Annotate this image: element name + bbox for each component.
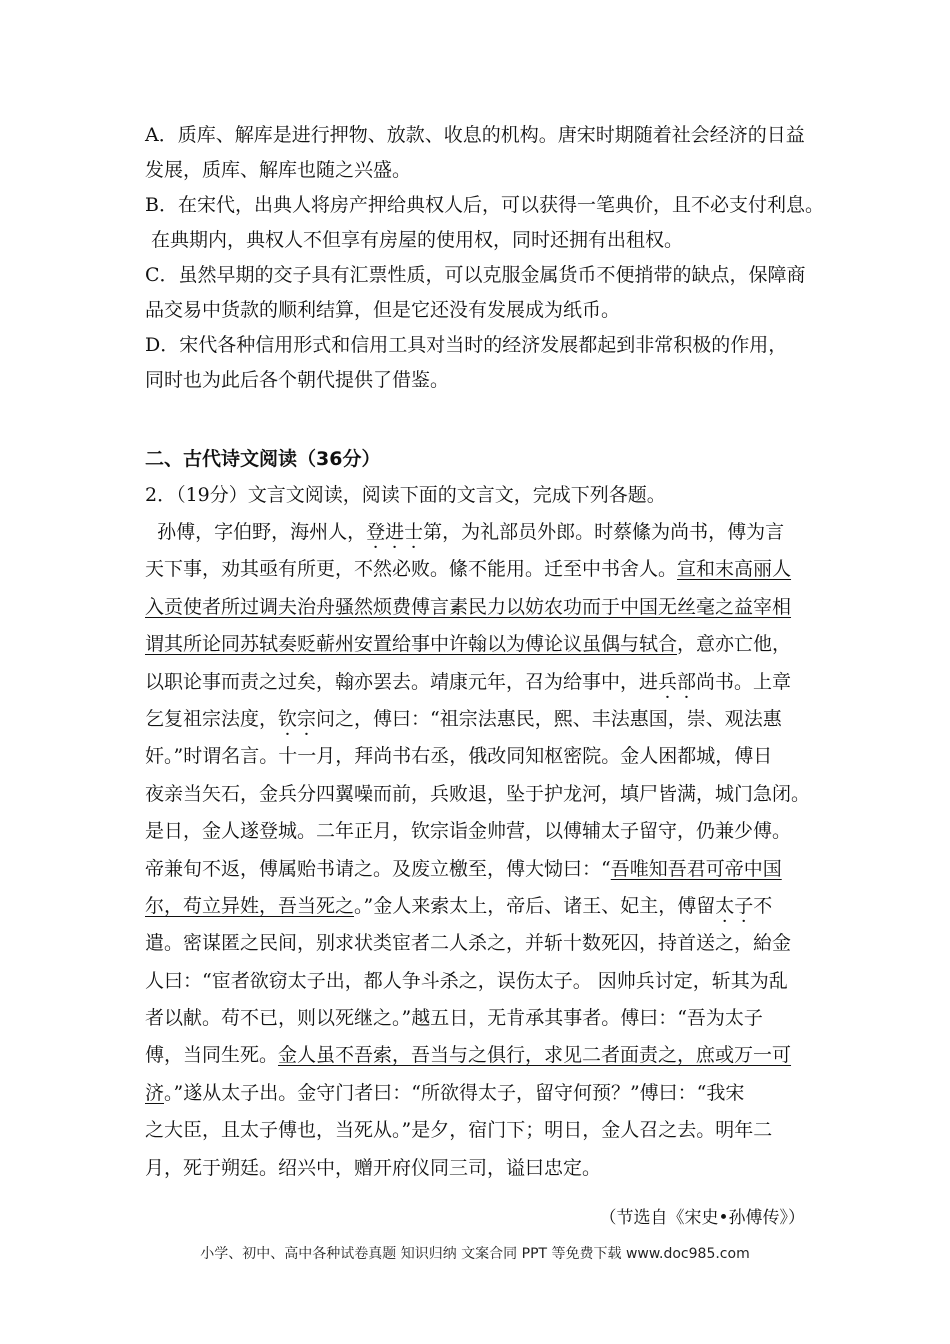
source-citation: （节选自《宋史•孙傅传》） xyxy=(599,1208,805,1228)
emphasis-char: 太 xyxy=(715,894,735,917)
passage-line: 人曰：“宦者欲窃太子出，都人争斗杀之，误伤太子。 因帅兵讨定，斩其为乱 xyxy=(145,969,788,992)
text: 孙傅，字伯野，海州人， xyxy=(157,521,367,543)
underlined-sentence: 宣和末高丽人 xyxy=(677,558,792,581)
question-stem: 2．（19分）文言文阅读，阅读下面的文言文，完成下列各题。 xyxy=(145,484,666,506)
underlined-sentence: 入贡使者所过调夫治舟骚然烦费傅言素民力以妨农功而于中国无丝毫之益宰相 xyxy=(145,595,792,618)
text: 尚书。上章 xyxy=(696,670,792,693)
underlined-sentence: 济 xyxy=(145,1081,165,1104)
emphasis-char: 子 xyxy=(734,894,754,917)
text: 乞复祖宗法度， xyxy=(145,707,279,730)
passage-line xyxy=(145,1075,810,1112)
emphasis-char: 进 xyxy=(385,521,405,543)
passage-line xyxy=(145,1037,810,1074)
option-b-line1: B．在宋代，出典人将房产押给典权人后，可以获得一笔典价，且不必支付利息。 xyxy=(145,194,824,216)
option-a-line2: 发展，质库、解库也随之兴盛。 xyxy=(145,159,412,181)
text: 第 xyxy=(423,521,443,543)
classical-passage xyxy=(145,514,810,1187)
dotted-text xyxy=(278,708,316,730)
text: 傅，当同生死。 xyxy=(145,1044,279,1067)
dotted-text xyxy=(715,895,753,917)
passage-line: 之大臣，且太子傅也，当死从。”是夕，宿门下；明日，金人召之去。明年二 xyxy=(145,1119,773,1142)
passage-line xyxy=(145,514,810,551)
option-d-line2: 同时也为此后各个朝代提供了借鉴。 xyxy=(145,369,450,391)
emphasis-char: 兵 xyxy=(658,670,678,693)
dotted-text xyxy=(658,671,696,693)
underlined-sentence: 谓其所论同苏轼奏贬蕲州安置给事中许翰以为傅论议虽偶与轼合 xyxy=(145,633,678,656)
emphasis-char: 登 xyxy=(366,521,386,543)
passage-line xyxy=(145,626,810,663)
passage-line xyxy=(145,551,810,588)
passage-line xyxy=(145,851,810,888)
section-title: 二、古代诗文阅读（36分） xyxy=(145,448,381,470)
option-b-line2: 在典期内，典权人不但享有房屋的使用权，同时还拥有出租权。 xyxy=(145,229,684,251)
passage-line xyxy=(145,664,810,701)
page-footer: 小学、初中、高中各种试卷真题 知识归纳 文案合同 PPT 等免费下载 www.doc985.com xyxy=(200,1246,750,1262)
text: 问之，傅曰：“祖宗法惠民，熙、丰法惠国，崇、观法惠 xyxy=(316,707,782,730)
emphasis-char: 士 xyxy=(404,521,424,543)
passage-line xyxy=(145,589,810,626)
text: 天下事，劝其亟有所更，不然必败。絛不能用。迁至中书舍人。 xyxy=(145,558,678,581)
emphasis-char: 部 xyxy=(677,670,697,693)
passage-line: 奸。”时谓名言。十一月，拜尚书右丞，俄改同知枢密院。金人困都城，傅日 xyxy=(145,745,773,768)
passage-line: 月，死于朔廷。绍兴中，赠开府仪同三司，谥曰忠定。 xyxy=(145,1156,602,1179)
option-d-line1: D．宋代各种信用形式和信用工具对当时的经济发展都起到非常积极的作用， xyxy=(145,334,788,356)
underlined-sentence: 金人虽不吾索，吾当与之俱行，求见二者面责之，庶或万一可 xyxy=(278,1044,792,1067)
emphasis-char: 钦 xyxy=(278,707,298,730)
passage-line: 者以献。苟不已，则以死继之。”越五日，无肯承其事者。傅曰：“吾为太子 xyxy=(145,1007,763,1030)
passage-line: 遣。密谋匿之民间，别求状类宦者二人杀之，并斩十数死囚，持首送之，紿金 xyxy=(145,932,792,955)
passage-line xyxy=(145,888,810,925)
text: ，意亦亡他， xyxy=(677,633,792,656)
passage-line xyxy=(145,701,810,738)
text: 。”金人来索太上，帝后、诸王、妃主，傅留 xyxy=(354,894,716,917)
passage-line: 是日，金人遂登城。二年正月，钦宗诣金帅营，以傅辅太子留守，仍兼少傅。 xyxy=(145,820,792,843)
text: 。”遂从太子出。金守门者曰：“所欲得太子，留守何预？”傅曰：“我宋 xyxy=(164,1081,745,1104)
option-c-line2: 品交易中货款的顺利结算，但是它还没有发展成为纸币。 xyxy=(145,299,621,321)
text: 不 xyxy=(753,894,773,917)
dotted-text xyxy=(366,521,442,543)
option-c-line1: C．虽然早期的交子具有汇票性质，可以克服金属货币不便捎带的缺点，保障商 xyxy=(145,264,806,286)
text: 帝兼旬不返，傅属贻书请之。及废立檄至，傅大恸曰：“ xyxy=(145,857,611,880)
underlined-sentence: 尔，苟立异姓，吾当死之 xyxy=(145,894,355,917)
emphasis-char: 宗 xyxy=(297,707,317,730)
answer-options xyxy=(145,118,824,398)
text: ，为礼部员外郎。时蔡絛为尚书，傅为言 xyxy=(442,521,785,543)
passage-line: 夜亲当矢石，金兵分四翼噪而前，兵败退，坠于护龙河，填尸皆满，城门急闭。 xyxy=(145,782,811,805)
option-a-line1: A．质库、解库是进行押物、放款、收息的机构。唐宋时期随着社会经济的日益 xyxy=(145,124,805,146)
text: 以职论事而责之过矣，翰亦罢去。靖康元年，召为给事中，进 xyxy=(145,670,659,693)
underlined-sentence: 吾唯知吾君可帝中国 xyxy=(610,857,782,880)
